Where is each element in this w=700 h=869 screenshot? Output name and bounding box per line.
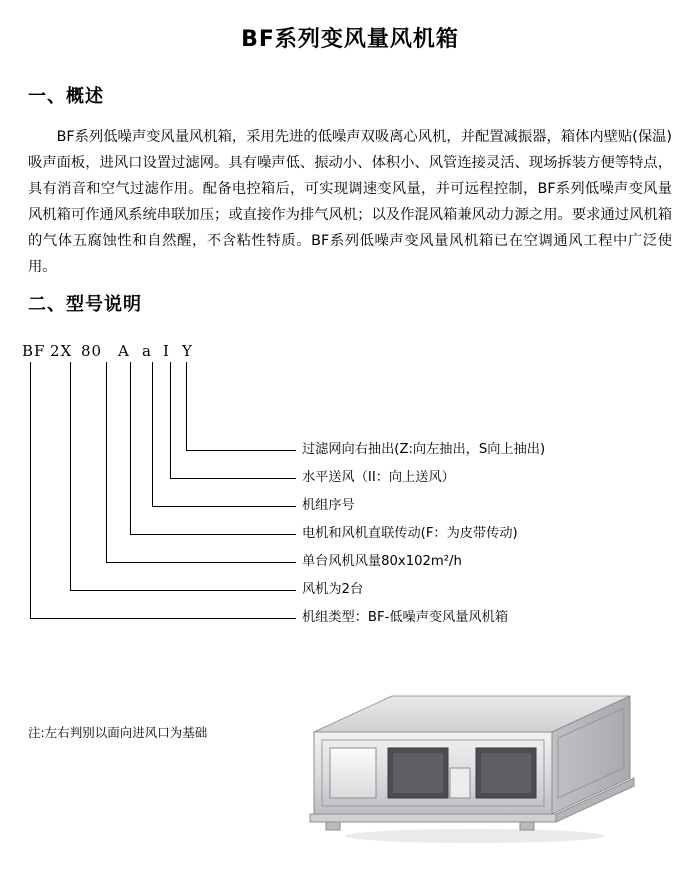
leader-line-v-6 <box>170 362 171 478</box>
code-token-i: I <box>163 342 170 360</box>
product-image <box>300 690 640 850</box>
page-title: BF系列变风量风机箱 <box>241 27 459 52</box>
model-code-string <box>22 342 193 504</box>
leader-line-h-2 <box>70 590 296 591</box>
leader-line-v-5 <box>152 362 153 506</box>
leader-line-v-4 <box>130 362 131 534</box>
legend-item-drive-type: 电机和风机直联传动(F：为皮带传动) <box>302 526 518 541</box>
overview-paragraph: BF系列低噪声变风量风机箱，采用先进的低噪声双吸离心风机，并配置减振器，箱体内壁贴(保温)吸声面板，进风口设置过滤网。具有噪声低、振动小、体积小、风管连接灵活、现场拆装方便等特点，具有消音和空气过滤作用。配备电控箱后，可实现调速变风量，并可远程控制，BF系列低噪声变风量风机箱可作通风系统串联加压；或直接作为排气风机；以及作混风箱兼风动力源之用。要求通过风机箱的气体五腐蚀性和自然醒，不含粘性特质。BF系列低噪声变风量风机箱已在空调通风工程中广泛使用。 <box>28 129 672 275</box>
section-title: 型号说明 <box>66 294 142 315</box>
section-number: 一、 <box>28 86 66 107</box>
code-token-2x: 2X <box>50 342 73 360</box>
code-token-a2: a <box>142 342 152 360</box>
fan-box-illustration <box>300 690 640 850</box>
section-title: 概述 <box>66 86 104 107</box>
code-token-80: 80 <box>81 342 103 360</box>
leader-line-v-2 <box>70 362 71 590</box>
code-token-bf: BF <box>22 342 46 360</box>
leader-line-h-1 <box>30 618 296 619</box>
legend-item-unit-serial: 机组序号 <box>302 498 355 513</box>
leader-line-h-6 <box>170 478 296 479</box>
legend-item-filter: 过滤网向右抽出(Z:向左抽出，S向上抽出) <box>302 442 546 457</box>
legend-item-fan-count: 风机为2台 <box>302 582 364 597</box>
legend-item-single-volume: 单台风机风量80x102m²/h <box>302 554 462 569</box>
note-text: 注:左右判别以面向进风口为基础 <box>28 725 208 740</box>
legend-item-unit-type: 机组类型：BF-低噪声变风量风机箱 <box>302 610 509 625</box>
leader-line-h-7 <box>186 450 296 451</box>
leader-line-h-4 <box>130 534 296 535</box>
legend-item-airflow-dir: 水平送风（II：向上送风） <box>302 470 455 485</box>
leader-line-v-7 <box>186 362 187 450</box>
leader-line-v-3 <box>106 362 107 562</box>
leader-line-h-3 <box>106 562 296 563</box>
section-heading-model <box>28 290 142 316</box>
section-number: 二、 <box>28 294 66 315</box>
code-token-y: Y <box>182 342 193 360</box>
section-heading-overview <box>28 82 104 108</box>
code-token-a: A <box>118 342 130 360</box>
leader-line-h-5 <box>152 506 296 507</box>
model-code-diagram <box>0 336 700 666</box>
leader-line-v-1 <box>30 362 31 618</box>
